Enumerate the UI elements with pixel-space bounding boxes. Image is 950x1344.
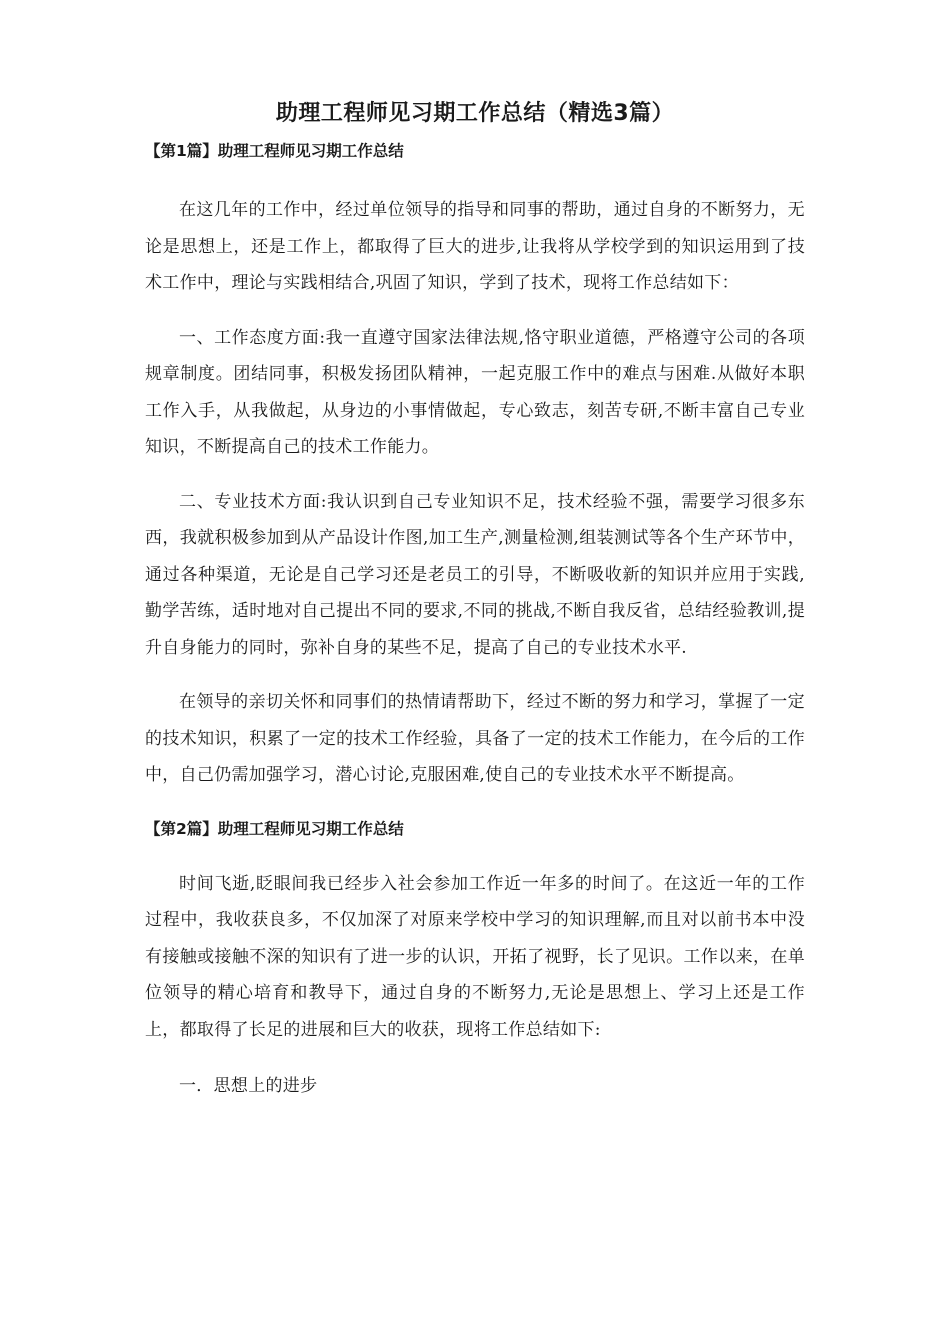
document-title: 助理工程师见习期工作总结（精选3篇） xyxy=(275,101,675,126)
article-section-2 xyxy=(145,812,805,1105)
paragraph: 在这几年的工作中，经过单位领导的指导和同事的帮助，通过自身的不断努力，无论是思想上，还是工作上，都取得了巨大的进步,让我将从学校学到的知识运用到了技术工作中，理论与实践相结合,巩固了知识，学到了技术，现将工作总结如下： xyxy=(145,200,805,293)
article-section-1 xyxy=(145,134,805,794)
section-heading: 【第2篇】助理工程师见习期工作总结 xyxy=(145,819,404,838)
paragraph: 在领导的亲切关怀和同事们的热情请帮助下，经过不断的努力和学习，掌握了一定的技术知识，积累了一定的技术工作经验，具备了一定的技术工作能力，在今后的工作中，自己仍需加强学习，潜心讨论,克服困难,使自己的专业技术水平不断提高。 xyxy=(145,692,805,785)
section-heading: 【第1篇】助理工程师见习期工作总结 xyxy=(145,142,404,160)
subheading-paragraph: 一．思想上的进步 xyxy=(179,1076,318,1096)
paragraph: 二、专业技术方面:我认识到自己专业知识不足，技术经验不强，需要学习很多东西，我就积极参加到从产品设计作图,加工生产,测量检测,组装测试等各个生产环节中，通过各种渠道，无论是自己学习还是老员工的引导，不断吸收新的知识并应用于实践,勤学苦练，适时地对自己提出不同的要求,不同的挑战,不断自我反省，总结经验教训,提升自身能力的同时，弥补自身的某些不足，提高了自己的专业技术水平. xyxy=(145,491,805,658)
document-page xyxy=(145,92,805,1105)
paragraph: 一、工作态度方面:我一直遵守国家法律法规,恪守职业道德，严格遵守公司的各项规章制度。团结同事，积极发扬团队精神，一起克服工作中的难点与困难.从做好本职工作入手，从我做起，从身边的小事情做起，专心致志，刻苦专研,不断丰富自己专业知识，不断提高自己的技术工作能力。 xyxy=(145,327,805,457)
paragraph: 时间飞逝,眨眼间我已经步入社会参加工作近一年多的时间了。在这近一年的工作过程中，我收获良多，不仅加深了对原来学校中学习的知识理解,而且对以前书本中没有接触或接触不深的知识有了进一步的认识，开拓了视野，长了见识。工作以来，在单位领导的精心培育和教导下，通过自身的不断努力,无论是思想上、学习上还是工作上，都取得了长足的进展和巨大的收获，现将工作总结如下: xyxy=(145,873,805,1040)
